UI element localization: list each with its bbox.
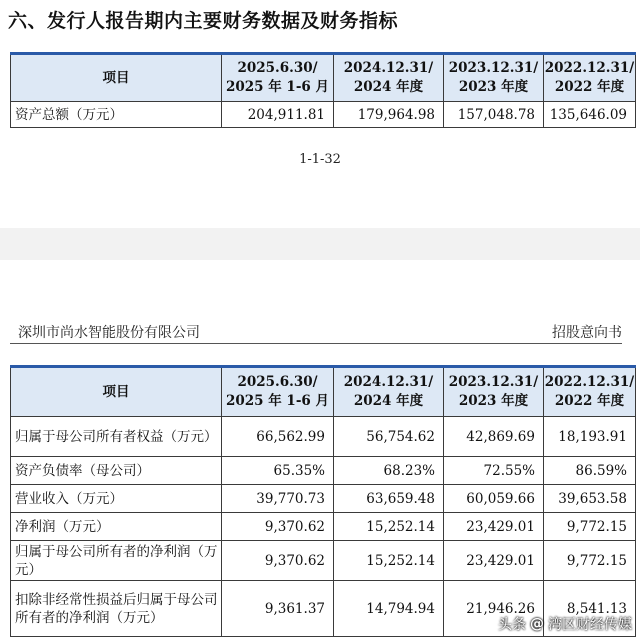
row-label: 归属于母公司所有者的净利润（万元） (11, 541, 222, 581)
header-item: 项目 (11, 367, 222, 417)
row-label: 归属于母公司所有者权益（万元） (11, 417, 222, 457)
table-row (11, 485, 636, 513)
page-separator (0, 228, 640, 260)
cell-value: 72.55% (444, 457, 544, 485)
row-label: 营业收入（万元） (11, 485, 222, 513)
cell-value: 15,252.14 (334, 541, 444, 581)
header-col-2025: 2025.6.30/ 2025 年 1-6 月 (222, 367, 334, 417)
row-label: 扣除非经常性损益后归属于母公司所有者的净利润（万元） (11, 581, 222, 637)
header-col-2023: 2023.12.31/ 2023 年度 (444, 54, 544, 102)
cell-value: 68.23% (334, 457, 444, 485)
cell-value: 179,964.98 (334, 102, 444, 128)
cell-value: 21,946.26 (444, 581, 544, 637)
cell-value: 9,370.62 (222, 513, 334, 541)
row-label: 资产总额（万元） (11, 102, 222, 128)
cell-value: 9,370.62 (222, 541, 334, 581)
header-col-2024: 2024.12.31/ 2024 年度 (334, 367, 444, 417)
row-label: 净利润（万元） (11, 513, 222, 541)
watermark (498, 614, 632, 634)
watermark-prefix: 头条 (498, 617, 526, 633)
cell-value: 39,770.73 (222, 485, 334, 513)
table-row (11, 102, 636, 128)
document-header (10, 320, 622, 344)
table-row (11, 513, 636, 541)
cell-value: 23,429.01 (444, 541, 544, 581)
cell-value: 14,794.94 (334, 581, 444, 637)
cell-value: 66,562.99 (222, 417, 334, 457)
header-col-2025: 2025.6.30/ 2025 年 1-6 月 (222, 54, 334, 102)
cell-value: 60,059.66 (444, 485, 544, 513)
table-row (11, 457, 636, 485)
cell-value: 23,429.01 (444, 513, 544, 541)
header-item: 项目 (11, 54, 222, 102)
document-type: 招股意向书 (552, 325, 622, 341)
header-col-2022: 2022.12.31/ 2022 年度 (544, 367, 636, 417)
cell-value: 9,361.37 (222, 581, 334, 637)
cell-value: 135,646.09 (544, 102, 636, 128)
header-col-2023: 2023.12.31/ 2023 年度 (444, 367, 544, 417)
header-col-2022: 2022.12.31/ 2022 年度 (544, 54, 636, 102)
cell-value: 56,754.62 (334, 417, 444, 457)
section-title: 六、发行人报告期内主要财务数据及财务指标 (8, 10, 399, 32)
cell-value: 9,772.15 (544, 541, 636, 581)
cell-value: 15,252.14 (334, 513, 444, 541)
cell-value: 63,659.48 (334, 485, 444, 513)
cell-value: 18,193.91 (544, 417, 636, 457)
financial-table-main-indicators (10, 365, 636, 637)
cell-value: 39,653.58 (544, 485, 636, 513)
cell-value: 204,911.81 (222, 102, 334, 128)
at-icon: @ (530, 616, 544, 632)
company-name: 深圳市尚水智能股份有限公司 (18, 325, 200, 341)
page-number: 1-1-32 (299, 152, 341, 167)
watermark-name: 湾区财经传媒 (548, 617, 632, 633)
cell-value: 65.35% (222, 457, 334, 485)
row-label: 资产负债率（母公司） (11, 457, 222, 485)
table-row (11, 417, 636, 457)
cell-value: 86.59% (544, 457, 636, 485)
table-row (11, 541, 636, 581)
cell-value: 8,541.13 (544, 581, 636, 637)
header-col-2024: 2024.12.31/ 2024 年度 (334, 54, 444, 102)
cell-value: 42,869.69 (444, 417, 544, 457)
cell-value: 9,772.15 (544, 513, 636, 541)
financial-table-total-assets (10, 52, 636, 128)
cell-value: 157,048.78 (444, 102, 544, 128)
